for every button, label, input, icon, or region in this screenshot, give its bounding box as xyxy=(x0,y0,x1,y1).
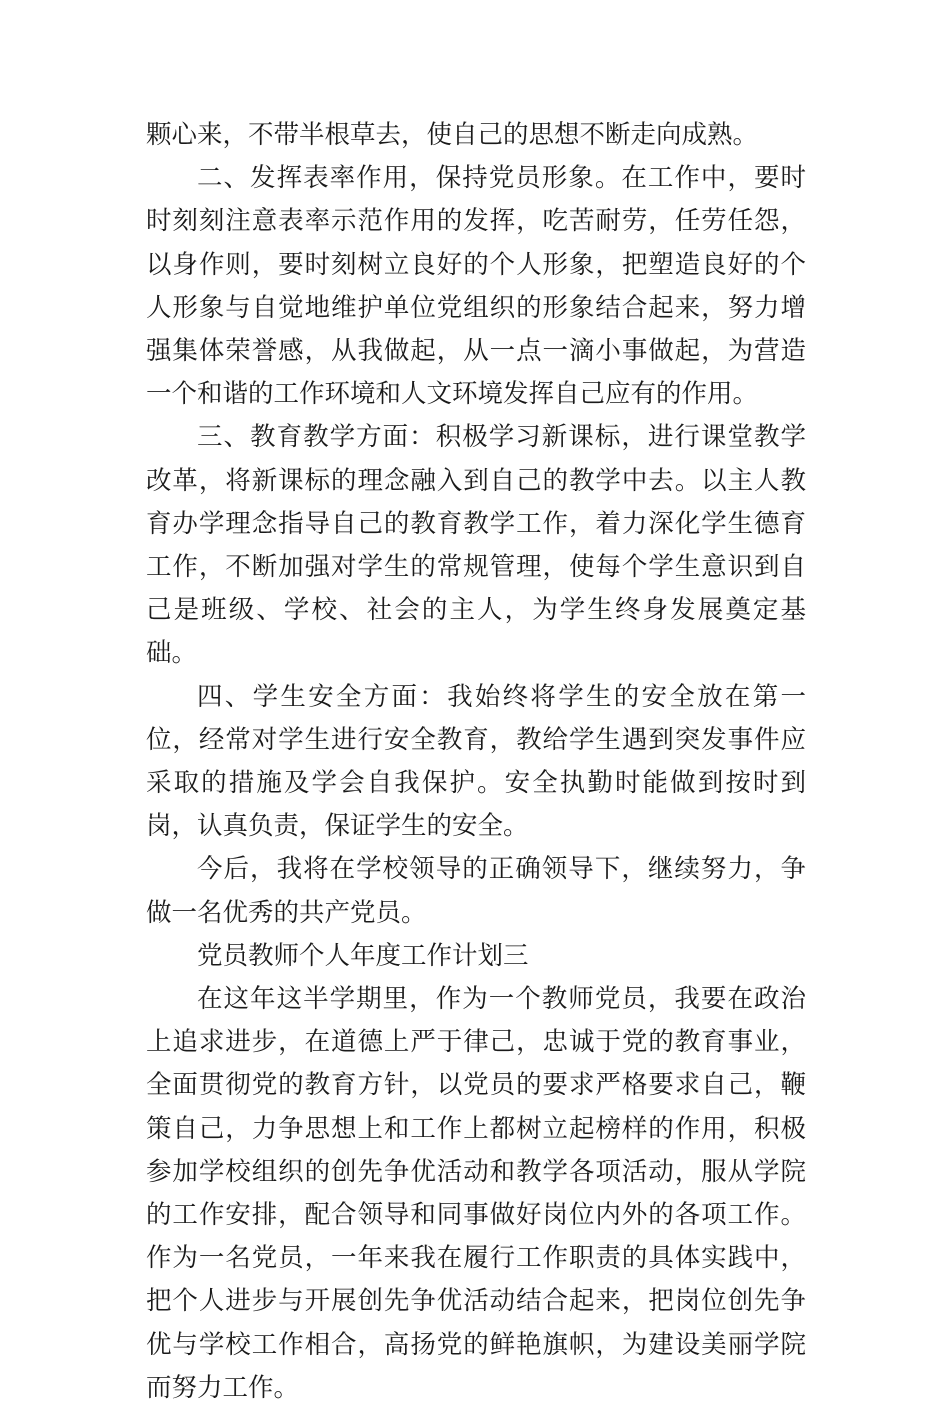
paragraph-conclusion: 今后，我将在学校领导的正确领导下，继续努力，争做一名优秀的共产党员。 xyxy=(146,854,806,928)
paragraph-continuation: 颗心来，不带半根草去，使自己的思想不断走向成熟。 xyxy=(146,120,759,150)
paragraph-plan-three: 在这年这半学期里，作为一个教师党员，我要在政治上追求进步，在道德上严于律己，忠诚于党的教育事业，全面贯彻党的教育方针，以党员的要求严格要求自己，鞭策自己，力争思想上和工作上都树立起榜样的作用，积极参加学校组织的创先争优活动和教学各项活动，服从学院的工作安排，配合领导和同事做好岗位内外的各项工作。作为一名党员，一年来我在履行工作职责的具体实践中，把个人进步与开展创先争优活动结合起来，把岗位创先争优与学校工作相合，高扬党的鲜艳旗帜，为建设美丽学院而努力工作。 xyxy=(146,984,806,1403)
paragraph-section-four: 四、学生安全方面：我始终将学生的安全放在第一位，经常对学生进行安全教育，教给学生遇到突发事件应采取的措施及学会自我保护。安全执勤时能做到按时到岗，认真负责，保证学生的安全。 xyxy=(146,681,806,842)
paragraph-section-two: 二、发挥表率作用，保持党员形象。在工作中，要时时刻刻注意表率示范作用的发挥，吃苦耐劳，任劳任怨，以身作则，要时刻树立良好的个人形象，把塑造良好的个人形象与自觉地维护单位党组织的形象结合起来，努力增强集体荣誉感，从我做起，从一点一滴小事做起，为营造一个和谐的工作环境和人文环境发挥自己应有的作用。 xyxy=(146,163,806,410)
document-body xyxy=(146,114,806,1410)
paragraph-section-three: 三、教育教学方面：积极学习新课标，进行课堂教学改革，将新课标的理念融入到自己的教学中去。以主人教育办学理念指导自己的教育教学工作，着力深化学生德育工作，不断加强对学生的常规管理，使每个学生意识到自己是班级、学校、社会的主人，为学生终身发展奠定基础。 xyxy=(146,422,806,669)
section-heading: 党员教师个人年度工作计划三 xyxy=(197,940,529,971)
